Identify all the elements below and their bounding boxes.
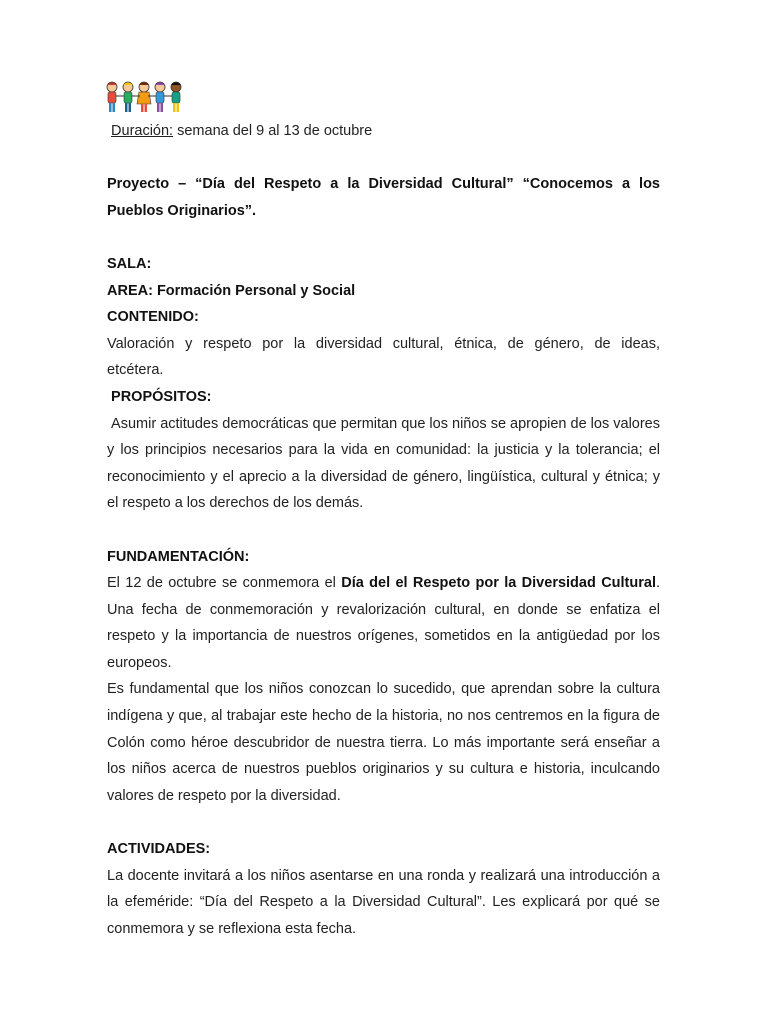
- project-title-line2: Pueblos Originarios”.: [107, 202, 257, 219]
- actividades-heading: ACTIVIDADES:: [107, 841, 211, 858]
- area-heading: AREA: Formación Personal y Social: [107, 282, 356, 299]
- contenido-text-line2: etcétera.: [107, 362, 164, 379]
- fundamentacion-heading: FUNDAMENTACIÓN:: [107, 548, 250, 565]
- duration-line: [107, 118, 660, 145]
- fundamentacion-p1-bold: Día del el Respeto por la Diversidad Cultural: [341, 575, 656, 592]
- contenido-text-line1: Valoración y respeto por la diversidad cultural, étnica, de género, de ideas,: [107, 335, 660, 352]
- duration-value: semana del 9 al 13 de octubre: [173, 123, 373, 139]
- propositos-heading: PROPÓSITOS:: [107, 388, 212, 405]
- contenido-heading: CONTENIDO:: [107, 309, 199, 326]
- fundamentacion-p1-after: . Una fecha de conmemoración y revalorización cultural, en donde se enfatiza el respeto y la importancia de nuestros orígenes, sometidos en la antigüedad por los europeos.: [107, 575, 661, 671]
- children-clipart-icon: [104, 80, 188, 116]
- project-title-line1: Proyecto – “Día del Respeto a la Diversidad Cultural” “Conocemos a los: [107, 176, 660, 193]
- fundamentacion-paragraph-2: Es fundamental que los niños conozcan lo sucedido, que aprendan sobre la cultura indígena y que, al trabajar este hecho de la historia, no nos centremos en la figura de Colón como héroe descubridor de nuestra tierra. Lo más importante será enseñar a los niños acerca de nuestros pueblos originarios y su cultura e historia, inculcando valores de respeto por la diversidad.: [107, 681, 660, 804]
- fundamentacion-paragraph-1: [107, 570, 660, 676]
- duration-label: Duración:: [111, 123, 174, 139]
- document-body: [107, 118, 665, 942]
- propositos-text: Asumir actitudes democráticas que permitan que los niños se apropien de los valores y los principios necesarios para la vida en comunidad: la justicia y la tolerancia; el reconocimiento y el aprecio a la diversidad de género, lingüística, cultural y étnica; y el respeto a los derechos de los demás.: [107, 415, 665, 512]
- actividades-text: La docente invitará a los niños asentarse en una ronda y realizará una introducción a la efeméride: “Día del Respeto a la Diversidad Cultural”. Les explicará por qué se conmemora y se reflexiona esta fecha.: [107, 867, 660, 937]
- sala-heading: SALA:: [107, 255, 152, 272]
- fundamentacion-p1-before: El 12 de octubre se conmemora el: [107, 575, 342, 592]
